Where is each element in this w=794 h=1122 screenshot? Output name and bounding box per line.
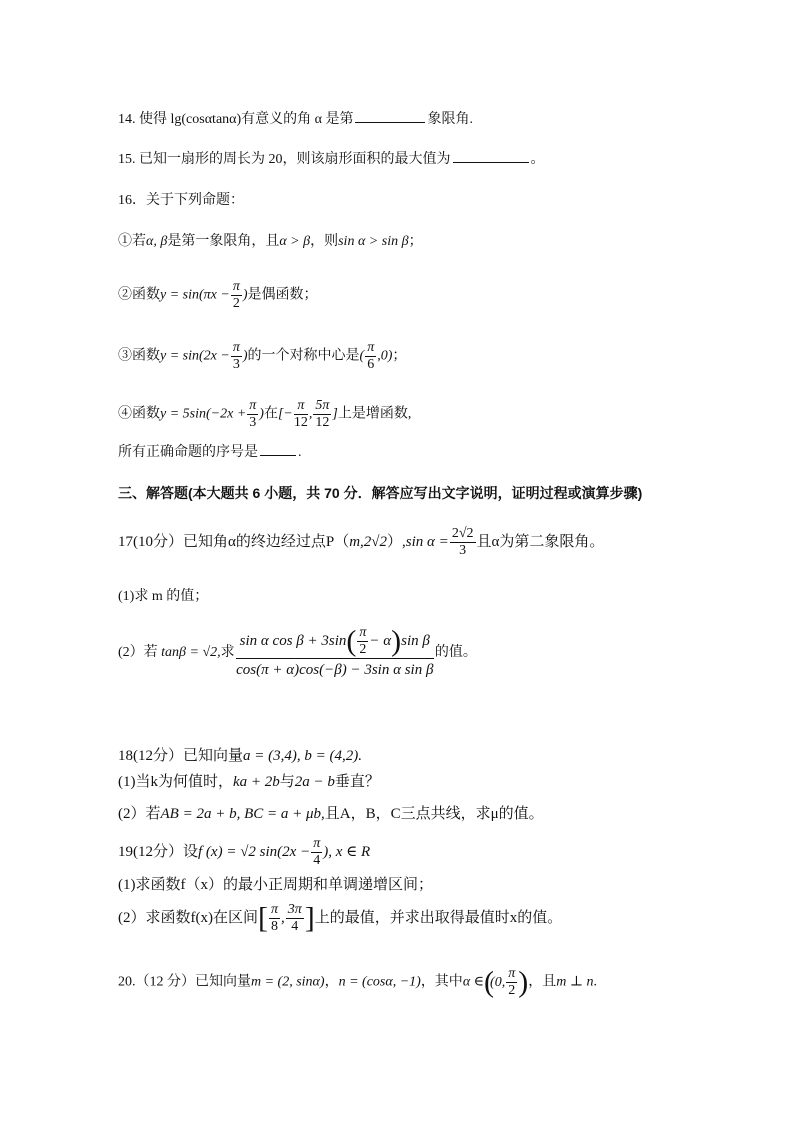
fraction: [231, 279, 242, 312]
question-18-part-1: [118, 772, 380, 792]
p2-text-a: ②函数: [118, 287, 160, 303]
q17-mid: ）,: [387, 533, 406, 550]
answer-blank: [453, 148, 529, 163]
q20-open: (0,: [490, 974, 506, 990]
question-18-part-2: [118, 804, 544, 824]
q18-p1-a: (1)当k为何值时，: [118, 774, 233, 790]
p2-text-b: 是偶函数；: [247, 287, 318, 303]
numerator: π: [294, 398, 308, 415]
p4-close: ): [259, 406, 264, 422]
q18-p1-math: ka + 2b: [233, 774, 280, 790]
numerator: [236, 625, 434, 659]
inner-numerator: π: [359, 625, 367, 640]
q17-head: 17(10分）已知角α的终边经过点P（: [118, 533, 350, 550]
denominator: 6: [367, 357, 375, 372]
p4-comma: ,: [308, 406, 313, 422]
denominator: 12: [293, 415, 308, 430]
fraction: [357, 625, 368, 658]
question-15: [118, 148, 545, 170]
p1-text-d: ；: [408, 234, 423, 249]
answer-blank: [260, 441, 296, 456]
p3-text-b: 的一个对称中心是: [247, 348, 360, 364]
p2-math: y = sin(πx −: [160, 287, 230, 303]
p2-close: ): [242, 287, 248, 303]
denominator: 2: [508, 983, 516, 998]
q19-part-1-text: (1)求函数f（x）的最小正周期和单调递增区间；: [118, 877, 433, 893]
fraction: [269, 902, 280, 935]
q20-vector-n: n = (cosα, −1): [338, 974, 421, 990]
denominator: 12: [315, 415, 330, 430]
numerator-part-c: sin β: [401, 632, 430, 649]
q14-text-end: 象限角.: [427, 112, 473, 127]
q16-title: 16．关于下列命题：: [118, 193, 244, 208]
fraction-large: [236, 625, 434, 681]
fraction: [365, 340, 376, 373]
q19-function: f (x) = √2 sin(2x −: [198, 843, 311, 860]
question-17-part-1: [118, 587, 208, 607]
p1-math-3: sin α > sin β: [338, 234, 409, 249]
p4-close-bracket: ]: [332, 406, 338, 422]
q18-p1-c: 垂直？: [334, 774, 380, 790]
p3-text-a: ③函数: [118, 348, 160, 364]
q17-part-1-text: (1)求 m 的值；: [118, 589, 209, 604]
q18-p1-b: 与: [279, 774, 295, 790]
denominator: 4: [313, 853, 321, 868]
q20-perp: m ⊥ n: [556, 974, 594, 990]
numerator: π: [249, 398, 257, 413]
q19-tail: ), x ∈ R: [323, 843, 371, 860]
numerator: 5π: [315, 398, 330, 413]
p3-close: ): [242, 348, 248, 364]
p1-text-b: 是第一象限角，且: [167, 234, 280, 249]
bracket-open: [: [257, 901, 268, 935]
q19-p2-b: 上的最值，并求出取得最值时x的值。: [314, 909, 563, 926]
q20-d: ，且: [528, 974, 557, 990]
q17-tail: 且α为第二象限角。: [476, 533, 605, 550]
fraction: [231, 340, 242, 373]
question-16-ask: [118, 441, 302, 463]
q18-head: 18(12分）已知向量: [118, 748, 243, 764]
denominator: cos(π + α)cos(−β) − 3sin α sin β: [236, 662, 434, 678]
fraction: [311, 836, 322, 869]
numerator-part-b: − α: [369, 632, 392, 649]
question-19: [118, 836, 370, 872]
q17-p2-pre: (2）若: [118, 645, 158, 661]
p1-text-c: ，则: [310, 234, 339, 249]
q17-point: m,2√2: [349, 533, 388, 550]
q18-p2-math: AB = 2a + b, BC = a + μb,: [160, 806, 325, 822]
q19-head: 19(12分）设: [118, 843, 198, 860]
q17-p2-tail: 的值。: [434, 645, 477, 661]
p1-math-2: α > β: [279, 234, 311, 249]
paren-open: (: [484, 965, 495, 999]
denominator: 3: [459, 543, 467, 558]
q20-c: ，其中: [420, 974, 463, 990]
q18-vectors: a = (3,4), b = (4,2).: [243, 748, 362, 764]
q18-p1-math-2: 2a − b: [294, 774, 335, 790]
paren-open: (: [346, 624, 357, 658]
p3-open: (: [359, 348, 365, 364]
bracket-close: ]: [304, 901, 315, 935]
numerator-part-a: sin α cos β + 3sin: [239, 632, 347, 649]
denominator: 8: [270, 919, 278, 934]
paren-close: ): [391, 624, 402, 658]
q20-a: 20.（12 分）已知向量: [118, 974, 251, 990]
p4-text-b: 在: [263, 406, 278, 422]
q15-text-end: 。: [530, 152, 545, 167]
question-19-part-1: [118, 875, 433, 895]
numerator: π: [313, 836, 321, 851]
question-14: [118, 108, 473, 130]
q17-sin: sin α =: [405, 533, 449, 550]
proposition-2: [118, 279, 318, 315]
section-3-heading: [118, 483, 642, 503]
fraction: [247, 398, 258, 431]
p1-math-1: α, β: [146, 234, 168, 249]
numerator: π: [508, 966, 516, 981]
inner-denominator: 2: [359, 642, 367, 657]
p3-text-c: ；: [392, 348, 407, 364]
numerator: π: [367, 340, 375, 355]
numerator: π: [270, 902, 278, 917]
q18-p2-b: 且A，B，C三点共线，求μ的值。: [324, 806, 544, 822]
answer-blank: [355, 108, 425, 123]
p3-math: y = sin(2x −: [160, 348, 230, 364]
denominator: 3: [249, 415, 257, 430]
q17-p2-qiu: 求: [220, 645, 235, 661]
q20-b: ，: [324, 974, 339, 990]
p4-text-a: ④函数: [118, 406, 160, 422]
p4-math: y = 5sin(−2x +: [160, 406, 247, 422]
question-17-part-2: [118, 625, 477, 695]
denominator: 3: [232, 357, 240, 372]
fraction: [450, 526, 476, 559]
proposition-1: [118, 232, 423, 252]
p4-open: [−: [277, 406, 293, 422]
p1-text-a: ①若: [118, 234, 146, 249]
section-3-text: 三、解答题(本大题共 6 小题，共 70 分．解答应写出文字说明，证明过程或演算步骤): [118, 485, 643, 501]
numerator: 3π: [287, 902, 302, 917]
question-19-part-2: (2）求函数f(x)在区间[ $\frac{\pi}{8}$ , $\frac{3\pi}{4}$ ]上的最值，并求出取得最值时x的值。: [118, 901, 563, 935]
q20-vector-m: m = (2, sinα): [251, 974, 325, 990]
p4-text-c: 上是增函数,: [337, 406, 412, 422]
q20-e: .: [593, 974, 597, 990]
numerator: 2√2: [451, 526, 474, 541]
fraction: [294, 398, 308, 431]
q14-text: 14. 使得 lg(cosαtanα)有意义的角 α 是第: [118, 112, 354, 127]
fraction: [286, 902, 304, 935]
q16-ask-text: 所有正确命题的序号是: [118, 445, 258, 460]
q19-p2-a: (2）求函数f(x)在区间: [118, 909, 258, 926]
p3-tail: ,0): [377, 348, 393, 364]
numerator: π: [232, 340, 240, 355]
fraction: [313, 398, 331, 431]
question-18: [118, 746, 362, 766]
question-17: [118, 526, 604, 566]
q20-alpha: α ∈: [462, 974, 485, 990]
q16-ask-end: .: [298, 445, 302, 460]
proposition-3: [118, 340, 406, 376]
denominator: 2: [232, 296, 240, 311]
paren-close: ): [518, 965, 529, 999]
fraction: [506, 966, 517, 999]
question-20: [118, 966, 597, 1006]
q18-p2-a: (2）若: [118, 806, 161, 822]
denominator: 4: [291, 919, 299, 934]
q15-text: 15. 已知一扇形的周长为 20，则该扇形面积的最大值为: [118, 152, 451, 167]
numerator: π: [232, 279, 240, 294]
q17-p2-tan: tanβ = √2,: [161, 645, 221, 661]
question-16-title: [118, 191, 244, 211]
proposition-4: [118, 398, 411, 434]
